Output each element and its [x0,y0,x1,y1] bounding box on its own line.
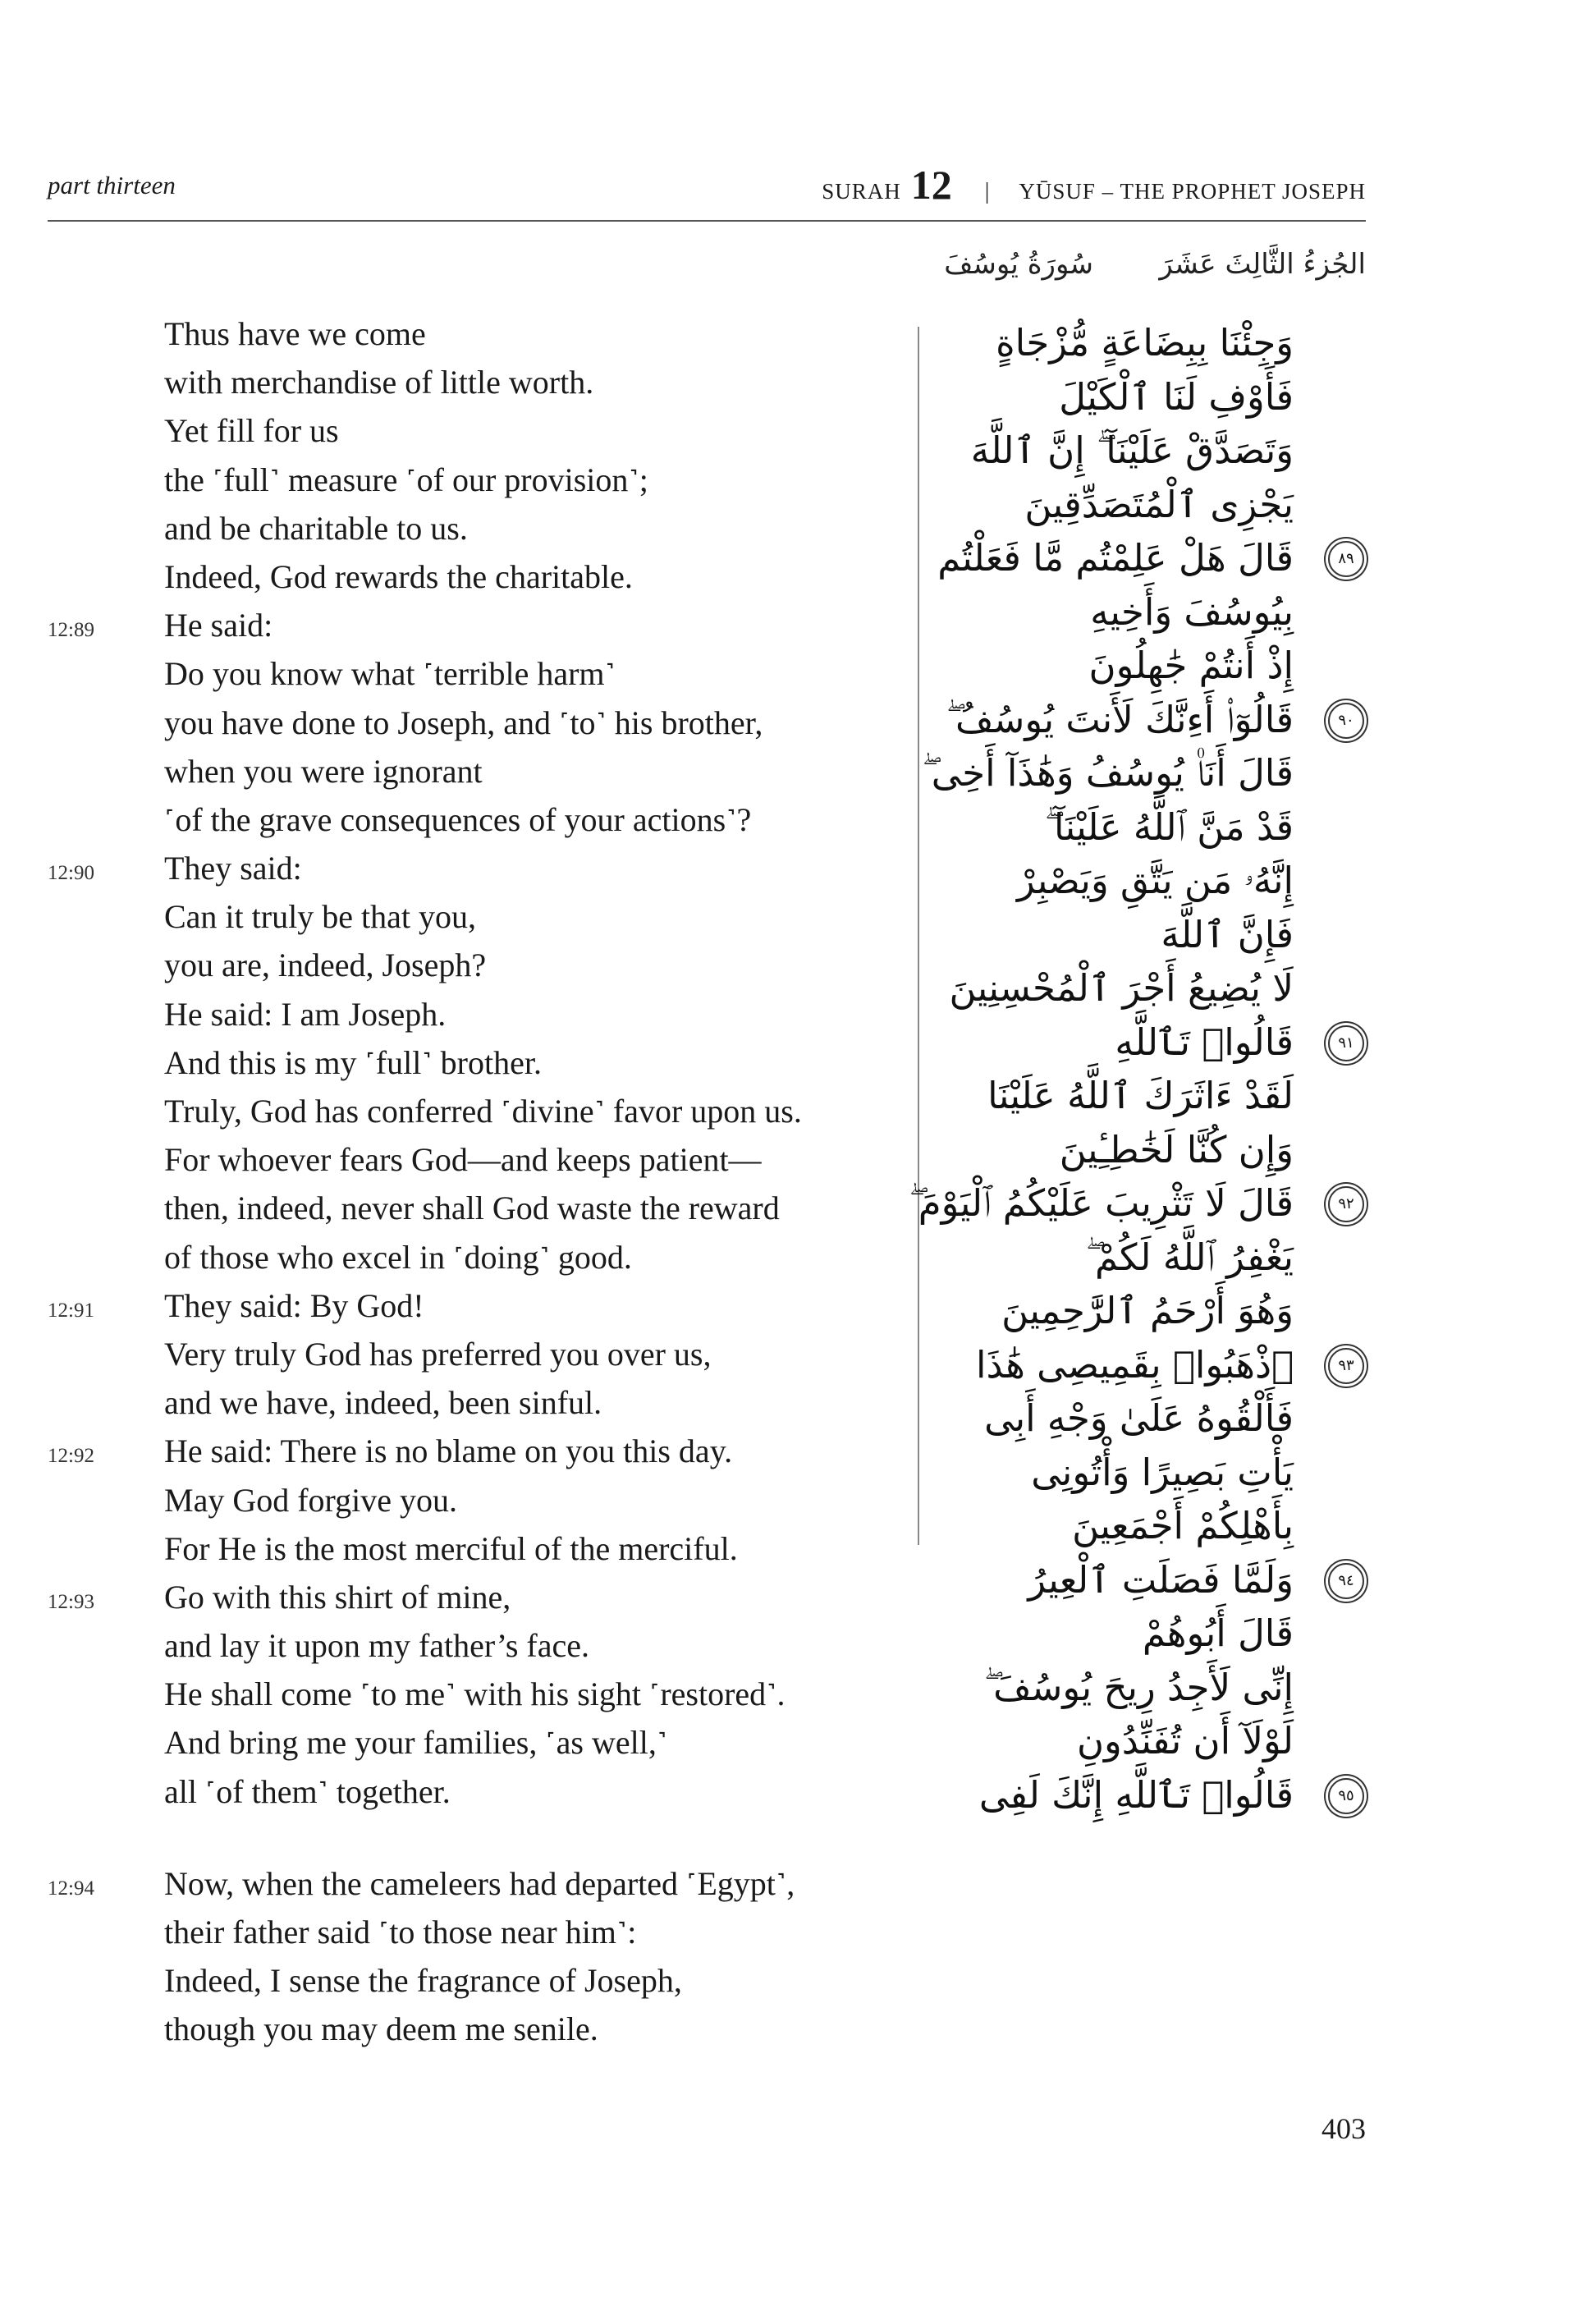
verse-number-marker: ٩٥ [1328,1778,1364,1814]
translation-line [48,1184,893,1232]
translation-line [48,456,893,504]
verse-number-marker: ٩١ [1328,1025,1364,1061]
translation-line [48,844,893,892]
translation-text: you are, indeed, Joseph? [164,947,487,984]
translation-text: And bring me your families, ˹as well,˺ [164,1724,668,1762]
translation-line [48,1670,893,1718]
translation-line [48,1524,893,1573]
translation-text: He said: There is no blame on you this day. [164,1432,733,1470]
arabic-line [928,1446,1364,1500]
translation-text: Do you know what ˹terrible harm˺ [164,655,616,693]
arabic-line [922,746,1364,800]
arabic-text: وَإِن كُنَّا لَخَٰطِـِٔينَ [1059,1127,1294,1171]
translation-text: you have done to Joseph, and ˹to˺ his brother, [164,704,763,741]
translation-line [48,1330,893,1378]
verse-reference: 12:92 [48,1445,94,1468]
translation-line [48,406,893,455]
arabic-text: قَالَ أَبُوهُمْ [1142,1611,1294,1655]
arabic-line [928,585,1364,639]
arabic-line [928,1069,1364,1123]
surah-title: YŪSUF – THE PROPHET JOSEPH [1019,179,1366,204]
verse-reference: 12:90 [48,862,94,885]
verse-number-marker: ٩٣ [1328,1348,1364,1384]
arabic-line [928,1661,1364,1715]
translation-text: and be charitable to us. [164,509,468,547]
arabic-line [928,1015,1364,1070]
translation-line [48,358,893,406]
arabic-line [928,854,1364,908]
translation-text: For whoever fears God—and keeps patient— [164,1141,762,1179]
arabic-line [928,316,1364,370]
translation-text: Truly, God has conferred ˹divine˺ favor upon us. [164,1093,802,1130]
translation-text: For He is the most merciful of the merciful. [164,1529,738,1567]
arabic-text: يَأْتِ بَصِيرًا وَأْتُونِى [1031,1450,1294,1494]
translation-text: He said: I am Joseph. [164,995,447,1033]
header-separator: | [984,179,990,204]
translation-line [48,1908,893,1956]
arabic-line [928,1607,1364,1661]
translation-line [48,309,893,358]
header-rule [48,220,1366,222]
translation-text: Indeed, God rewards the charitable. [164,557,633,595]
arabic-juz-heading: الجُزءُ الثَّالِثَ عَشَرَ [1159,248,1366,281]
translation-line [48,504,893,552]
translation-text: Very truly God has preferred you over us, [164,1335,712,1373]
translation-text: their father said ˹to those near him˺: [164,1914,637,1950]
arabic-text: قَالَ أَنَا۠ يُوسُفُ وَهَٰذَآ أَخِى ۖ [922,751,1294,795]
translation-line [48,990,893,1038]
translation-text: with merchandise of little worth. [164,364,594,401]
arabic-text: وَجِئْنَا بِبِضَاعَةٍ مُّزْجَاةٍ [996,321,1294,364]
translation-text: They said: By God! [164,1286,424,1324]
translation-text: Yet fill for us [164,412,339,450]
translation-line [48,892,893,941]
arabic-surah-heading: سُورَةُ يُوسُفَ [944,248,1093,281]
arabic-text: لَوْلَآ أَن تُفَنِّدُونِ [1076,1719,1294,1762]
translation-text: ˹of the grave consequences of your actions˺? [164,800,752,838]
arabic-line [928,1231,1364,1285]
running-header [822,161,1366,209]
arabic-text: إِنَّهُۥ مَن يَتَّقِ وَيَصْبِرْ [1017,859,1294,902]
translation-line [48,1767,893,1816]
arabic-line [928,1714,1364,1768]
surah-label: SURAH [822,179,901,204]
arabic-line [928,800,1364,855]
translation-text: They said: [164,850,302,887]
arabic-line [928,424,1364,478]
translation-text: Indeed, I sense the fragrance of Joseph, [164,1962,682,2000]
arabic-line [909,1176,1364,1231]
arabic-line [928,1391,1364,1446]
translation-line [48,795,893,844]
arabic-line [928,1123,1364,1177]
arabic-text: يَغْفِرُ ٱللَّهُ لَكُمْ ۖ [1085,1235,1294,1279]
translation-text: all ˹of them˺ together. [164,1772,451,1810]
translation-text: Can it truly be that you, [164,898,476,936]
translation-line [48,1621,893,1670]
translation-line [48,747,893,795]
arabic-line [928,1768,1364,1822]
verse-reference: 12:94 [48,1877,94,1900]
arabic-line [928,961,1364,1015]
arabic-line [928,1284,1364,1338]
arabic-text: يَجْزِى ٱلْمُتَصَدِّقِينَ [1024,482,1294,526]
translation-line [48,941,893,989]
verse-number-marker: ٩٠ [1328,703,1364,739]
translation-text: May God forgive you. [164,1481,457,1519]
arabic-text: إِنِّى لَأَجِدُ رِيحَ يُوسُفَ ۖ [983,1665,1294,1709]
english-translation-column [48,309,893,2054]
translation-line [48,1281,893,1330]
verse-reference: 12:91 [48,1299,94,1322]
header-part-label: part thirteen [48,171,176,199]
translation-line [48,552,893,601]
arabic-line [928,370,1364,424]
arabic-text-column [909,316,1364,1822]
translation-text: Thus have we come [164,315,426,352]
translation-line [48,1573,893,1621]
arabic-text: لَا يُضِيعُ أَجْرَ ٱلْمُحْسِنِينَ [949,966,1294,1010]
translation-text: though you may deem me senile. [164,2010,598,2048]
arabic-text: قَالُوا۟ تَٱللَّهِ إِنَّكَ لَفِى [978,1772,1294,1817]
arabic-text: إِذْ أَنتُمْ جَٰهِلُونَ [1088,644,1294,687]
verse-reference: 12:93 [48,1590,94,1613]
arabic-line [928,478,1364,532]
arabic-text: بِيُوسُفَ وَأَخِيهِ [1090,589,1294,634]
translation-text: and lay it upon my father’s face. [164,1627,589,1665]
translation-line [48,601,893,649]
translation-line [48,1476,893,1524]
translation-text: then, indeed, never shall God waste the reward [164,1190,780,1227]
arabic-line [928,1499,1364,1553]
translation-text: He said: [164,607,273,644]
translation-line [48,1233,893,1281]
arabic-line [928,1338,1364,1392]
translation-line [48,1087,893,1135]
arabic-text: قَالَ هَلْ عَلِمْتُم مَّا فَعَلْتُم [937,536,1294,580]
translation-line [48,699,893,747]
arabic-text: وَلَمَّا فَصَلَتِ ٱلْعِيرُ [1028,1557,1294,1602]
translation-line [48,1718,893,1767]
column-divider [918,327,919,1545]
arabic-line [928,693,1364,747]
arabic-text: ٱذْهَبُوا۟ بِقَمِيصِى هَٰذَا [976,1342,1294,1387]
translation-line [48,1038,893,1087]
translation-text: He shall come ˹to me˺ with his sight ˹restored˺. [164,1675,786,1713]
translation-text: Now, when the cameleers had departed ˹Egypt˺, [164,1864,795,1902]
arabic-line [928,639,1364,693]
translation-text: the ˹full˺ measure ˹of our provision˺; [164,461,648,498]
arabic-text: فَأَوْفِ لَنَا ٱلْكَيْلَ [1059,374,1294,419]
surah-number: 12 [910,162,952,208]
page-number: 403 [1321,2112,1366,2145]
arabic-text: فَأَلْقُوهُ عَلَىٰ وَجْهِ أَبِى [984,1396,1294,1440]
translation-line [48,1859,893,1908]
arabic-text: وَهُوَ أَرْحَمُ ٱلرَّٰحِمِينَ [1001,1289,1294,1332]
translation-text: when you were ignorant [164,752,483,790]
translation-text: of those who excel in ˹doing˺ good. [164,1238,632,1276]
translation-text: And this is my ˹full˺ brother. [164,1043,542,1081]
translation-line [48,1135,893,1184]
translation-line [48,1427,893,1475]
arabic-line [928,1553,1364,1607]
translation-line [48,2005,893,2053]
arabic-text: وَتَصَدَّقْ عَلَيْنَآ ۖ إِنَّ ٱللَّهَ [970,429,1294,472]
arabic-text: قَالُوٓا۟ أَءِنَّكَ لَأَنتَ يُوسُفُ ۖ [946,697,1294,741]
arabic-text: لَقَدْ ءَاثَرَكَ ٱللَّهُ عَلَيْنَا [987,1074,1294,1117]
arabic-text: قَالَ لَا تَثْرِيبَ عَلَيْكُمُ ٱلْيَوْمَ ۖ [909,1181,1294,1225]
verse-reference: 12:89 [48,619,94,642]
translation-line [48,1378,893,1427]
translation-text: and we have, indeed, been sinful. [164,1384,602,1422]
verse-number-marker: ٨٩ [1328,541,1364,577]
verse-number-marker: ٩٤ [1328,1563,1364,1599]
translation-text: Go with this shirt of mine, [164,1578,511,1616]
verse-number-marker: ٩٢ [1328,1186,1364,1222]
translation-line [48,649,893,698]
arabic-text: قَدْ مَنَّ ٱللَّهُ عَلَيْنَآ ۖ [1044,804,1294,849]
arabic-text: فَإِنَّ ٱللَّهَ [1161,912,1294,956]
arabic-line [928,531,1364,585]
translation-line [48,1956,893,2005]
arabic-text: قَالُوا۟ تَٱللَّهِ [1115,1020,1294,1064]
arabic-line [928,908,1364,962]
arabic-text: بِأَهْلِكُمْ أَجْمَعِينَ [1072,1504,1294,1547]
